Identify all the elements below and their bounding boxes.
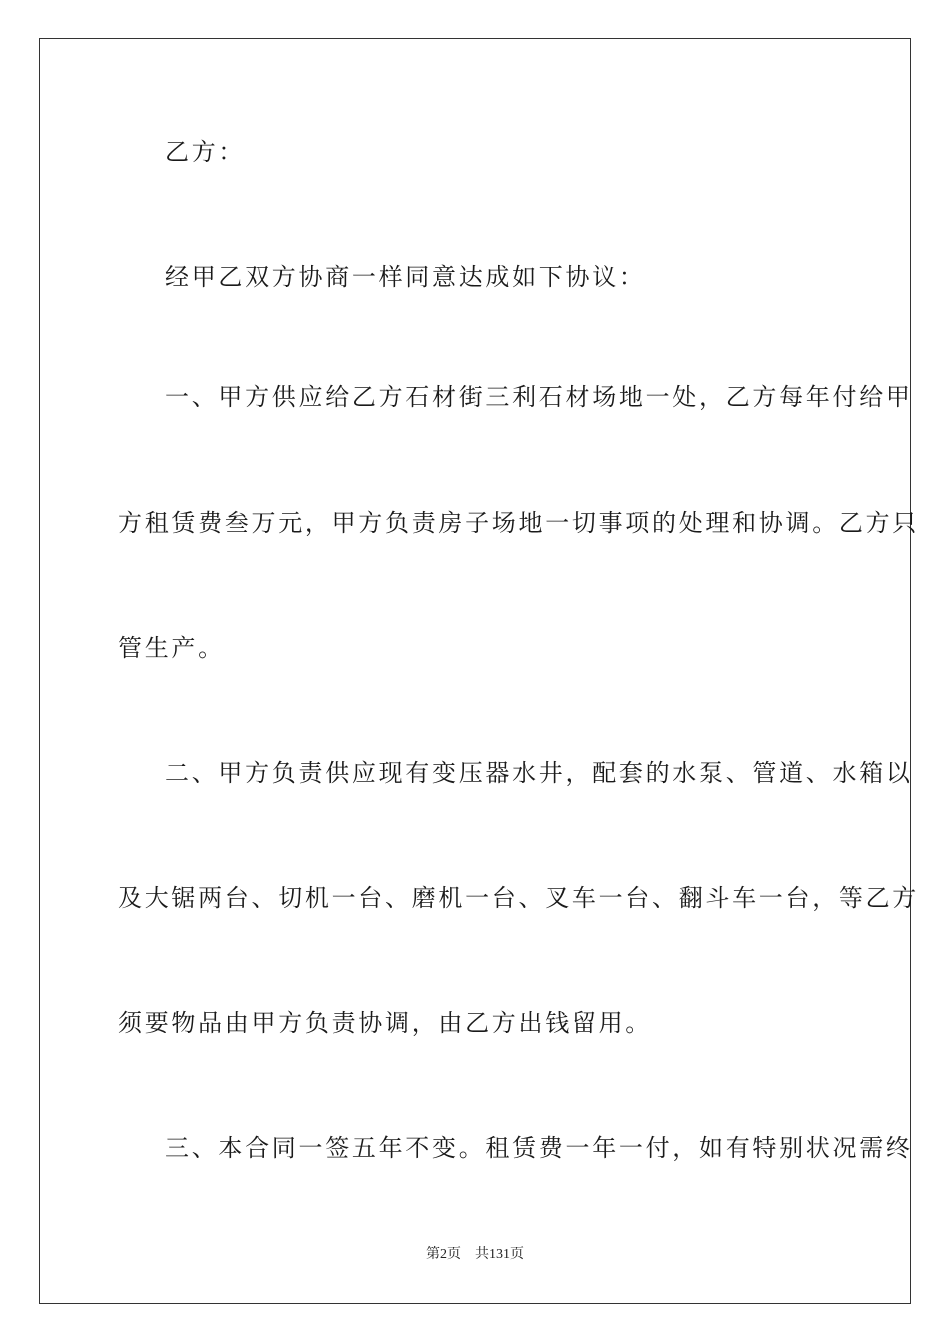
text-line-party-b: 乙方： bbox=[165, 138, 246, 166]
text-line-clause-1-end: 管生产。 bbox=[118, 634, 225, 662]
text-line-clause-2: 二、甲方负责供应现有变压器水井，配套的水泵、管道、水箱以 bbox=[165, 759, 913, 787]
page-number: 第2页 bbox=[426, 1247, 461, 1262]
text-line-clause-2-cont: 及大锯两台、切机一台、磨机一台、叉车一台、翻斗车一台，等乙方 bbox=[118, 884, 919, 912]
text-line-clause-1: 一、甲方供应给乙方石材街三利石材场地一处，乙方每年付给甲 bbox=[165, 383, 913, 411]
page-footer bbox=[0, 1246, 950, 1264]
page-border bbox=[39, 38, 919, 1304]
text-line-clause-2-end: 须要物品由甲方负责协调，由乙方出钱留用。 bbox=[118, 1009, 652, 1037]
text-line-agreement-intro: 经甲乙双方协商一样同意达成如下协议： bbox=[165, 263, 646, 291]
page-total: 共131页 bbox=[475, 1247, 524, 1262]
text-line-clause-3: 三、本合同一签五年不变。租赁费一年一付，如有特别状况需终 bbox=[165, 1134, 913, 1162]
text-line-clause-1-cont: 方租赁费叁万元，甲方负责房子场地一切事项的处理和协调。乙方只 bbox=[118, 509, 919, 537]
